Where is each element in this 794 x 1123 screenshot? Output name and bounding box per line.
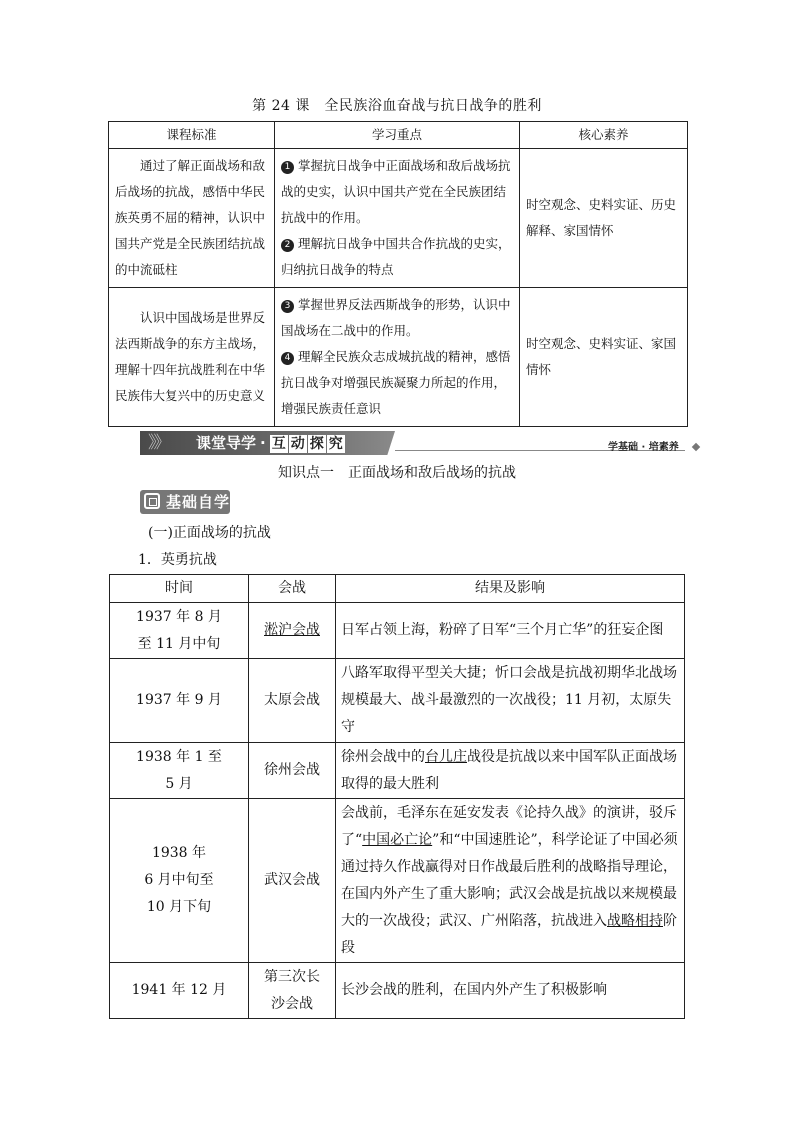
- time-line: 10 月下旬: [146, 899, 212, 915]
- table-row: [110, 743, 685, 799]
- banner-boxed-char: 究: [328, 436, 343, 452]
- chevron-icon: 》》: [148, 433, 168, 453]
- banner-left-text: 课堂导学: [196, 434, 257, 452]
- table-header-row: [110, 575, 685, 603]
- battle-cell: [249, 603, 336, 659]
- table-header-row: [109, 122, 688, 149]
- banner-boxed-char: 探: [309, 436, 324, 452]
- table-row: [109, 149, 688, 288]
- battle-name: 第三次长: [264, 968, 320, 985]
- course-standard-cell: 通过了解正面战场和敌后战场的抗战，感悟中华民族英勇不屈的精神，认识中国共产党是全民族团结抗战的中流砥柱: [109, 149, 275, 288]
- focus-text: 掌握世界反法西斯战争的形势，认识中国战场在二战中的作用。: [281, 297, 511, 338]
- table-row: [109, 288, 688, 427]
- course-standard-cell: 认识中国战场是世界反法西斯战争的东方主战场，理解十四年抗战胜利在中华民族伟大复兴中的历史意义: [109, 288, 275, 427]
- banner-boxed-char: 互: [271, 436, 286, 452]
- section-heading: (一)正面战场的抗战: [148, 525, 271, 541]
- time-cell: [110, 659, 249, 743]
- battle-cell: [249, 963, 336, 1019]
- result-text: ”和“中国速胜论”，科学论证了中国必须通过持久作战赢得对日作战最后胜利的战略指导理论，在国内外产生了重大影响；武汉会战是抗战以来规模最大的一次战役；武汉、广州陷落，抗战进入: [341, 831, 678, 929]
- time-line: 至 11 月中旬: [137, 635, 221, 652]
- subsection-heading: 1．英勇抗战: [138, 552, 217, 568]
- table-row: [110, 603, 685, 659]
- lesson-title: 第 24 课 全民族浴血奋战与抗日战争的胜利: [252, 98, 542, 114]
- result-text: 日军占领上海，粉碎了日军“三个月亡华”的狂妄企图: [341, 622, 664, 638]
- result-text: 徐州会战中的: [341, 748, 425, 765]
- diamond-icon: [692, 443, 700, 451]
- self-study-label: 基础自学: [166, 493, 231, 511]
- table-header: 学习重点: [275, 122, 520, 149]
- underlined-term: 台儿庄: [425, 748, 467, 765]
- table-header: 课程标准: [109, 122, 275, 149]
- focus-item: [281, 292, 513, 344]
- table-row: [110, 963, 685, 1019]
- learning-focus-cell: [275, 288, 520, 427]
- time-line: 1937 年 9 月: [136, 692, 222, 708]
- focus-item: [281, 231, 513, 283]
- circled-number-icon: 1: [281, 161, 294, 174]
- battle-name: 徐州会战: [264, 762, 320, 778]
- result-cell: [336, 743, 685, 799]
- battle-cell: [249, 659, 336, 743]
- focus-text: 掌握抗日战争中正面战场和敌后战场抗战的史实，认识中国共产党在全民族团结抗战中的作用。: [281, 158, 511, 225]
- time-line: 1938 年 1 至: [136, 748, 222, 765]
- circled-number-icon: 3: [281, 300, 294, 313]
- focus-text: 理解全民族众志成城抗战的精神，感悟抗日战争对增强民族凝聚力所起的作用，增强民族责任意识: [281, 349, 511, 416]
- battles-table: [109, 574, 685, 1019]
- time-line: 5 月: [165, 775, 193, 792]
- table-row: [110, 799, 685, 963]
- battle-name: 太原会战: [264, 692, 320, 708]
- time-line: 1941 年 12 月: [131, 982, 227, 998]
- time-cell: [110, 799, 249, 963]
- banner-boxed-char: 动: [290, 436, 305, 452]
- time-line: 6 月中旬至: [144, 872, 214, 888]
- knowledge-point-title: 知识点一 正面战场和敌后战场的抗战: [278, 465, 516, 481]
- focus-text: 理解抗日战争中国共合作抗战的史实，归纳抗日战争的特点: [281, 236, 511, 277]
- learning-focus-cell: [275, 149, 520, 288]
- table-header: 结果及影响: [336, 575, 685, 603]
- table-header: 时间: [110, 575, 249, 603]
- battle-name: 淞沪会战: [264, 622, 320, 638]
- result-text: 八路军取得平型关大捷；忻口会战是抗战初期华北战场规模最大、战斗最激烈的一次战役；11 月初，太原失守: [341, 665, 677, 735]
- result-cell: [336, 659, 685, 743]
- result-text: 战役是抗战以来中国军队正面战场取得的最大胜利: [341, 748, 677, 792]
- focus-item: [281, 344, 513, 422]
- battle-name: 沙会战: [271, 995, 313, 1012]
- battle-cell: [249, 743, 336, 799]
- circled-number-icon: 2: [281, 239, 294, 252]
- result-text: 会战前，毛泽东在延安发表《论持久战》的演讲，驳斥了“: [341, 804, 677, 848]
- self-study-badge: [140, 490, 230, 514]
- underlined-term: 中国必亡论: [362, 831, 433, 848]
- result-text: 阶段: [341, 912, 677, 956]
- curriculum-standards-table: [108, 121, 688, 427]
- book-icon: [144, 493, 160, 509]
- time-cell: [110, 743, 249, 799]
- underlined-term: 战略相持: [607, 912, 663, 929]
- result-cell: [336, 603, 685, 659]
- result-cell: [336, 963, 685, 1019]
- focus-item: [281, 153, 513, 231]
- table-header: 核心素养: [520, 122, 688, 149]
- table-header: 会战: [249, 575, 336, 603]
- banner-subtitle: 学基础 · 培素养: [608, 442, 679, 453]
- time-cell: [110, 603, 249, 659]
- battle-cell: [249, 799, 336, 963]
- time-line: 1937 年 8 月: [136, 608, 222, 625]
- result-text: 长沙会战的胜利，在国内外产生了积极影响: [341, 982, 607, 998]
- battle-name: 武汉会战: [264, 872, 320, 888]
- battles-table-body: [110, 603, 685, 1019]
- time-line: 1938 年: [151, 845, 207, 861]
- core-literacy-cell: 时空观念、史料实证、家国情怀: [520, 288, 688, 427]
- table-row: [110, 659, 685, 743]
- banner-dot: ·: [260, 434, 266, 452]
- result-cell: [336, 799, 685, 963]
- core-literacy-cell: 时空观念、史料实证、历史解释、家国情怀: [520, 149, 688, 288]
- banner-title: [196, 431, 346, 455]
- circled-number-icon: 4: [281, 352, 294, 365]
- time-cell: [110, 963, 249, 1019]
